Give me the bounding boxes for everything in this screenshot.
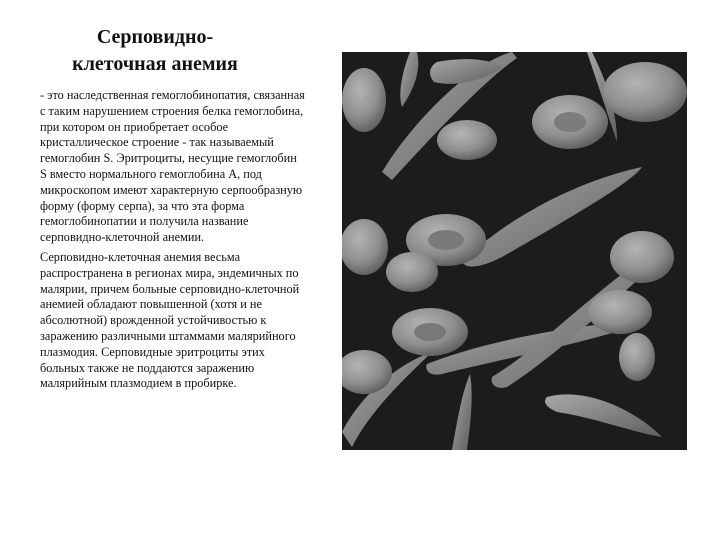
red-blood-cell [386, 252, 438, 292]
micrograph-svg [342, 52, 687, 450]
red-blood-cell [428, 230, 464, 250]
red-blood-cell [342, 68, 386, 132]
red-blood-cell [437, 120, 497, 160]
red-blood-cell [610, 231, 674, 283]
description-text [40, 88, 305, 396]
red-blood-cell [342, 219, 388, 275]
red-blood-cell [588, 290, 652, 334]
title-line-1: Серповидно- [96, 26, 214, 48]
red-blood-cell [414, 323, 446, 341]
red-blood-cell [603, 62, 687, 122]
sickle-cell-micrograph [342, 52, 687, 450]
red-blood-cell [554, 112, 586, 132]
paragraph-definition: - это наследственная гемоглобинопатия, связанная с таким нарушением строения белка гемоглобина, при котором он приобретает особое кристаллическое строение - так называемый гемоглобин S. Эритроциты, несущие гемоглобин S вместо нормального гемоглобина А, под микроскопом имеют характерную серпообразную форму (форму серпа), за что эта форма гемоглобинопатии и получила название серповидно-клеточной анемии. [40, 88, 305, 245]
title-line-2: клеточная анемия [72, 53, 238, 75]
red-blood-cell [619, 333, 655, 381]
paragraph-malaria: Серповидно-клеточная анемия весьма распространена в регионах мира, эндемичных по малярии, причем больные серповидно-клеточной анемией обладают повышенной (хотя и не абсолютной) врожденной устойчивостью к заражению различными штаммами малярийного плазмодия. Серповидные эритроциты этих больных также не поддаются заражению малярийным плазмодием в пробирке. [40, 249, 300, 391]
slide-title [30, 24, 280, 78]
